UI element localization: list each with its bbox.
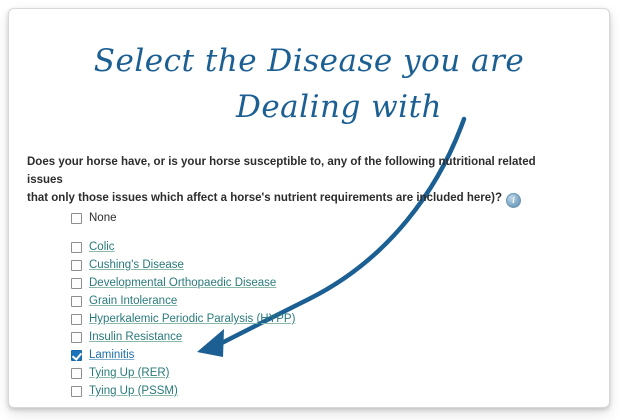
- list-item[interactable]: [71, 274, 491, 292]
- info-icon[interactable]: i: [506, 193, 521, 208]
- checkbox-tying-up-pssm[interactable]: [71, 386, 82, 397]
- checkbox-insulin-resistance[interactable]: [71, 332, 82, 343]
- screenshot-card: [8, 8, 610, 408]
- checkbox-hyperkalemic-periodic-paralysis[interactable]: [71, 314, 82, 325]
- list-item[interactable]: [71, 310, 491, 328]
- list-item-label: None: [89, 212, 117, 224]
- list-item-label[interactable]: Grain Intolerance: [89, 295, 178, 307]
- list-item-label[interactable]: Developmental Orthopaedic Disease: [89, 277, 277, 289]
- list-item[interactable]: [71, 238, 491, 256]
- list-item[interactable]: [71, 382, 491, 400]
- list-item-label[interactable]: Colic: [89, 241, 115, 253]
- question-text: [27, 154, 567, 208]
- handwritten-headline: [9, 39, 609, 131]
- checkbox-colic[interactable]: [71, 242, 82, 253]
- headline-line-2: Dealing with: [235, 88, 443, 125]
- list-item[interactable]: [71, 292, 491, 310]
- list-item[interactable]: [71, 346, 491, 364]
- list-item[interactable]: [71, 209, 491, 227]
- list-item-label[interactable]: Hyperkalemic Periodic Paralysis (HYPP): [89, 313, 296, 325]
- checkbox-tying-up-rer[interactable]: [71, 368, 82, 379]
- checkbox-laminitis[interactable]: [71, 350, 82, 361]
- checkbox-developmental-orthopaedic-disease[interactable]: [71, 278, 82, 289]
- question-line-2: that only those issues which affect a horse's nutrient requirements are included here)?: [27, 191, 502, 204]
- list-item[interactable]: [71, 328, 491, 346]
- list-item-label[interactable]: Laminitis: [89, 349, 135, 361]
- list-item-label[interactable]: Tying Up (RER): [89, 367, 170, 379]
- list-item-label[interactable]: Tying Up (PSSM): [89, 385, 178, 397]
- checkbox-none[interactable]: [71, 213, 82, 224]
- list-item[interactable]: [71, 256, 491, 274]
- checkbox-grain-intolerance[interactable]: [71, 296, 82, 307]
- list-item[interactable]: [71, 364, 491, 382]
- headline-line-1: Select the Disease you are: [93, 43, 525, 79]
- list-item-label[interactable]: Insulin Resistance: [89, 331, 183, 343]
- disease-checkbox-list: [71, 209, 491, 400]
- list-item-label[interactable]: Cushing's Disease: [89, 259, 184, 271]
- question-line-1: Does your horse have, or is your horse susceptible to, any of the following nutritional related issues: [27, 156, 536, 186]
- checkbox-cushings-disease[interactable]: [71, 260, 82, 271]
